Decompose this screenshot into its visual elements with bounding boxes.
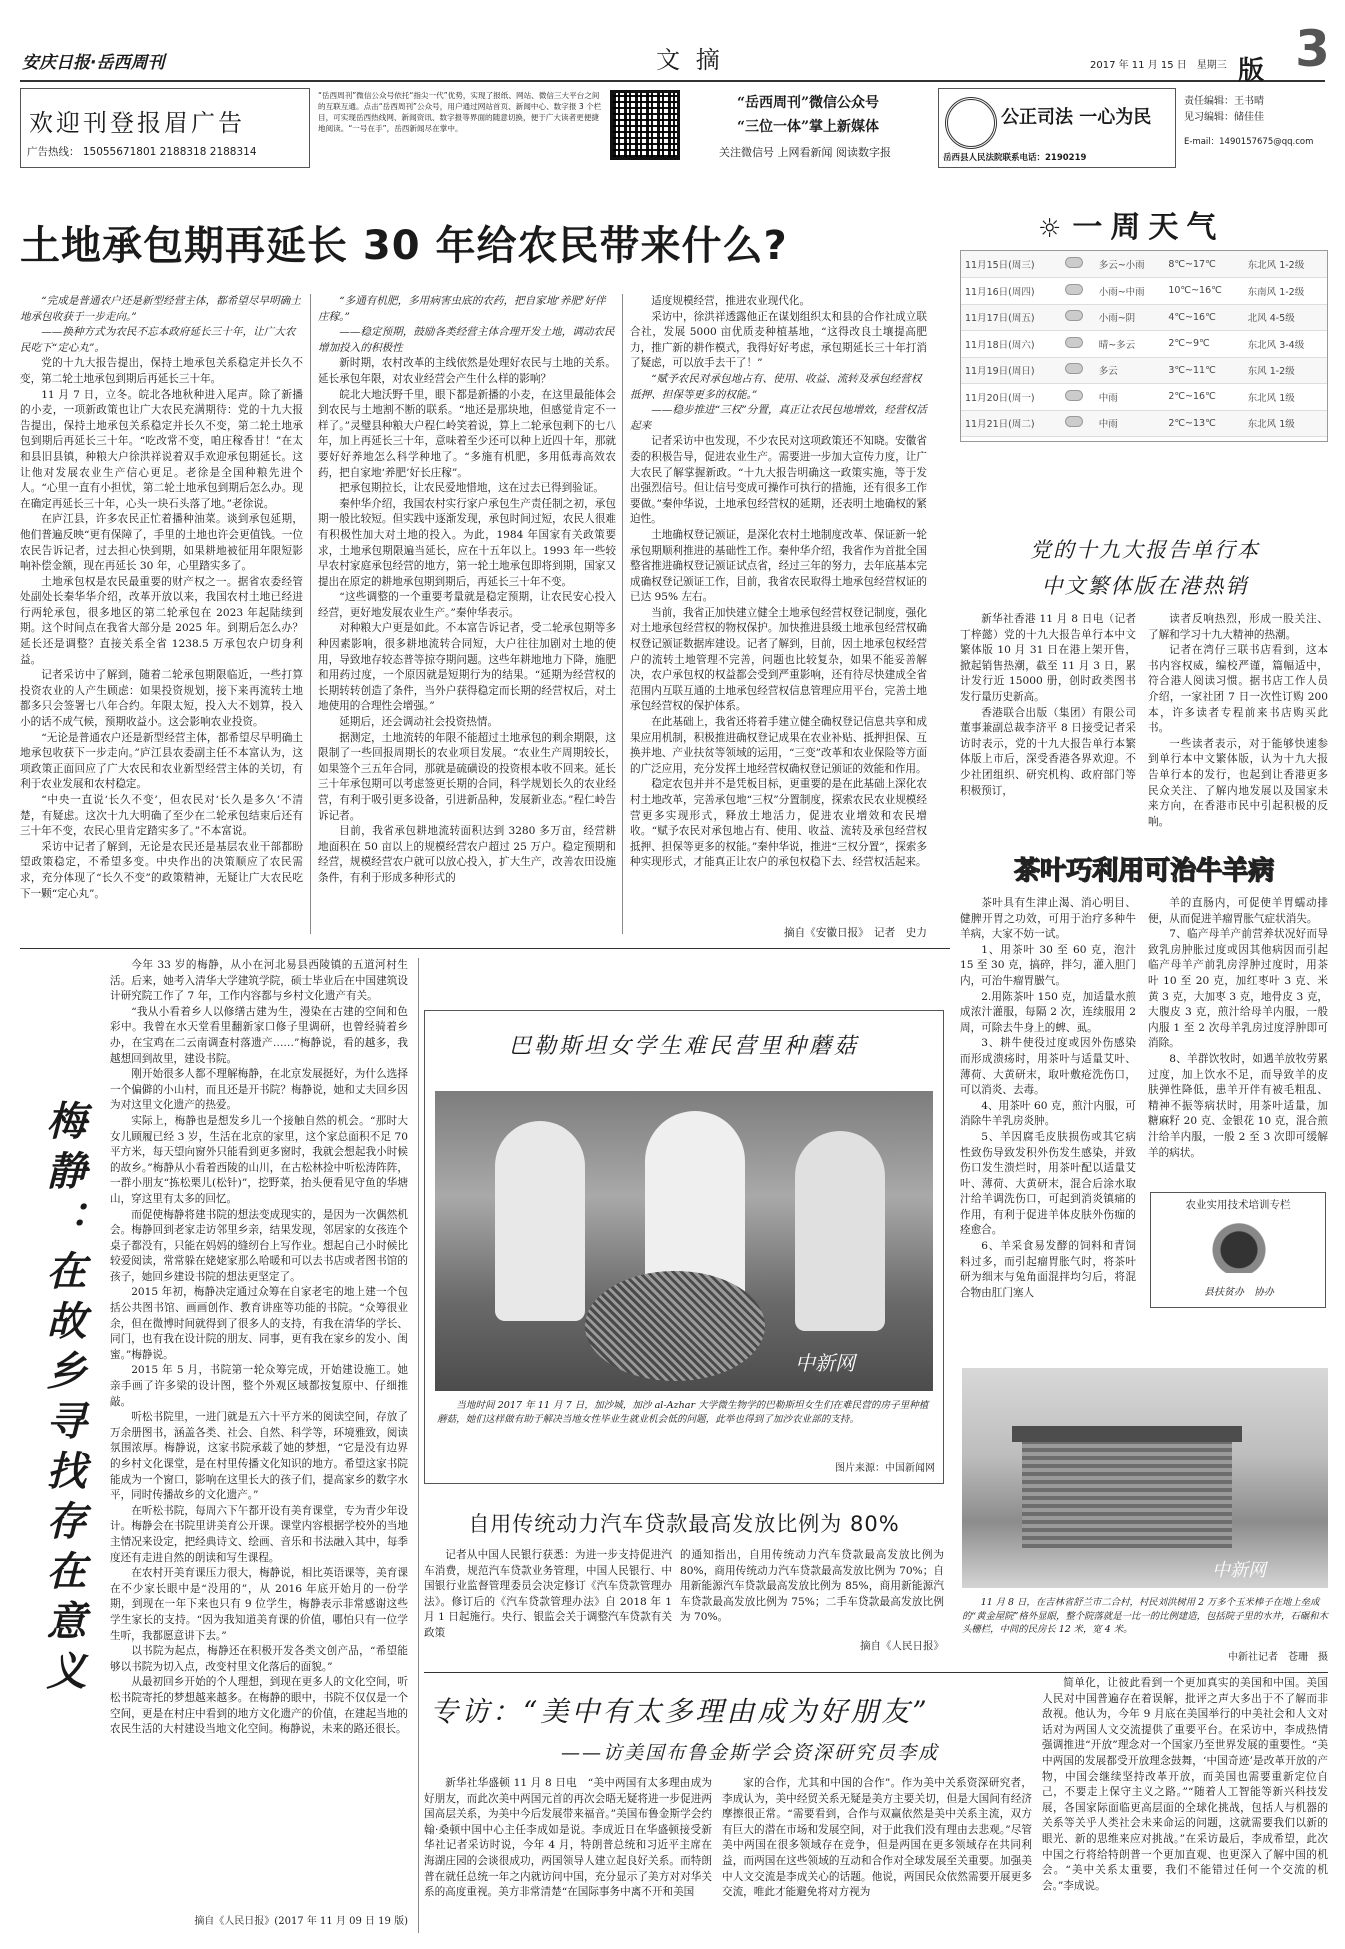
land-quote3b: ——稳步推进“三权”分置，真正让农民包地增效，经营权活起来 xyxy=(630,404,927,432)
table-row: 11月15日(周三) 多云~小雨 8℃~17℃ 东北风 1-2级 xyxy=(961,251,1327,278)
paragraph: 记者采访中了解到，随着二轮承包期限临近，一些打算投资农业的人产生顾虑：如果投资规划，接下来再流转土地都多只会签署七八年合约。年限太短，投入大不划算，投入小的话不成气候，预期收益小。这会影响农业投资。 xyxy=(20,669,303,729)
proof-editor: 见习编辑：储佳佳 xyxy=(1184,112,1264,123)
section-title: 文 摘 xyxy=(656,46,724,74)
car-col-1: 记者从中国人民银行获悉：为进一步支持促进汽车消费，规范汽车贷款业务管理，中国人民银行、中国银行业监督管理委员会决定修订《汽车贷款管理办法》。修订后的《汽车贷款管理办法》自 2018 年 1 月 1 日起施行。央行、银监会关于调整汽车贷款有关政策 xyxy=(424,1549,672,1639)
paragraph: 在农村开美育课压力很大，梅静说，相比英语课等，美育课在不少家长眼中是“没用的”，从 2016 年底开始月的一份学期，到现在一年下来也只有 9 位学生，梅静表示非常感谢这些学生家长的支持。“因为我知道美育课的价值，哪怕只有一位学生听，我都愿意讲下去。” xyxy=(110,1567,408,1642)
paragraph: 听松书院里，一进门就是五六十平方米的阅读空间，存放了万余册图书，涵盖各类、社会、自然、科学等，环境雅致，阅读氛围浓厚。梅静说，这家书院承载了她的梦想，“它是没有边界的乡村文化课堂，是在村里传播文化知识的地方。希望这家书院能成为一个窗口，影响在这里长大的孩子们，提高家乡的数字水平，同时传播故乡的文化遗产。” xyxy=(110,1411,408,1502)
paragraph: 4、用茶叶 60 克，煎汁内服，可消除牛羊乳房炎肿。 xyxy=(960,1099,1136,1128)
tea-title: 茶叶巧利用可治牛羊病 xyxy=(1013,856,1274,886)
ad-middle xyxy=(318,88,930,168)
car-source: 摘自《人民日报》 xyxy=(860,1640,944,1652)
qr-code xyxy=(610,90,680,160)
tea-col-2 xyxy=(1148,896,1328,1186)
paragraph: 在听松书院，每周六下午都开设有美育课堂，专为青少年设计。梅静会在书院里讲美育公开课。课堂内容根据学校外的当地主情况来设定，把经典诗文、绘画、音乐和书法融入其中，每季度还有走进自然的朗读和写生课程。 xyxy=(110,1504,408,1564)
mushroom-caption: 当地时间 2017 年 11 月 7 日，加沙城，加沙 al-Azhar 大学微生物学的巴勒斯坦女生们在难民营的房子里种植蘑菇，她们这样做有助于解决当地女性毕业生就业机会低的问题，此举也得到了加沙农业部的支持。 xyxy=(437,1400,929,1425)
seal-stamp-icon xyxy=(1195,1215,1283,1273)
land-column-2 xyxy=(318,294,616,940)
land-col1-text xyxy=(20,356,303,902)
paragraph: 对种粮大户更是如此。不本富告诉记者，受二轮承包期等多种因素影响，很多耕地流转合同短，大户往往加剧对土地的使用，导致地存较态普等掠夺期问题。这些年耕地地力下降，施肥和用药过度，一个原因就是短期行为的结果。“延期为经营权的长期转转创造了条件，当外户获得稳定而长期的经营权后，对土地使用的合理性会增强。” xyxy=(318,622,616,713)
ad-left-phone: 广告热线： 15055671801 2188318 2188314 xyxy=(27,146,257,158)
paragraph: 香港联合出版（集团）有限公司董事兼副总裁李济平 8 日接受记者采访时表示，党的十九大报告单行本繁体版上市后，深受香港各界欢迎。不少社团组织、研究机构、政府部门等积极预订， xyxy=(960,706,1136,797)
paragraph: 采访中，徐洪祥透露他正在谋划组织太和县的合作社成立联合社，发展 5000 亩优质麦种植基地，“这得改良土壤提高肥力，推广新的耕作模式，我得好好考虑，承包期延长三十年打消了疑虑，可以放手去干了！” xyxy=(630,310,927,370)
mushroom-credit: 图片来源：中国新闻网 xyxy=(835,1463,935,1474)
column-rule xyxy=(622,294,623,934)
paragraph: 记者采访中也发现，不少农民对这项政策还不知晓。安徽省委的积极告导，促进农业生产。需要进一步加大宣传力度，让广大农民了解掌握新政。“十九大报告明确这一政策实施，等于发出强烈信号。但让信号变成可操作可执行的措施，还有很多工作要做。”秦仲华说，土地承包经营权的延期，还表明土地确权的紧迫性。 xyxy=(630,435,927,526)
interview-subtitle: ——访美国布鲁金斯学会资深研究员李成 xyxy=(560,1742,939,1764)
rain-icon xyxy=(1065,416,1083,427)
paragraph: 在庐江县，许多农民正忙着播种油菜。谈到承包延期，他们普遍反映“更有保障了，手里的土地也许会更值钱。一位农民告诉记者，过去担心快到期，如果耕地被征用年限短影响补偿金额，现在再延长 30 年，心里踏实多了。 xyxy=(20,513,303,573)
land-source: 摘自《安徽日报》 记者 史力 xyxy=(778,925,927,940)
land-quote3: “赋予农民对承包地占有、使用、收益、流转及承包经营权抵押、担保等更多的权能。” xyxy=(630,372,922,401)
interview-col-1: 新华社华盛顿 11 月 8 日电 “美中两国有太多理由成为好朋友，而此次美中两国元首的再次会晤无疑将进一步促进两国高层关系，为美中今后发展带来福音。”美国布鲁金斯学会约翰·桑顿中国中心主任李成如是说。李成近日在华盛顿接受新华社记者采访时说，今年 4 月，特朗普总统和习近平主席在海湖庄园的会谈很成功，两国领导人建立起良好关系。而特朗普在就任总统一年之内就访问中国，充分显示了美方对对华关系的高度重视。美方非常清楚“在国际事务中离不开和美国 xyxy=(424,1777,712,1899)
car-col-2: 的通知指出，自用传统动力汽车贷款最高发放比例为 80%，商用传统动力汽车贷款最高发放比例为 70%；自用新能源汽车贷款最高发放比例为 85%，商用新能源汽车贷款最高发放比例为 75%；二手车贷款最高发放比例为 70%。 xyxy=(680,1549,944,1624)
table-row: 11月18日(周六) 晴~多云 2℃~9℃ 东北风 3-4级 xyxy=(961,331,1327,358)
paragraph: 当前，我省正加快建立健全土地承包经营权登记制度，强化对土地承包经营权的物权保护。加快推进县级土地承包经营权确权登记颁证数据库建设。记者了解到，目前，因土地承包权经营户的流转土地管理不完善，问题也比较复杂，如果不能妥善解决，农户承包权的权益都会受到严重影响，还有待尽快建成全省范围内互联互通的土地承包经营权信息管理应用平台，完善土地承包经营权的保护体系。 xyxy=(630,606,927,713)
paragraph: 5、羊因腐毛皮肤损伤或其它病性致伤导致发积外伤发生感染，并致伤口发生溃烂时，用茶叶配以适量艾叶、薄荷、大黄研末，混合后涂水取汁给羊调洗伤口，可起到消炎镇痛的作用，有利于促进羊体皮肤外伤痂的痊愈合。 xyxy=(960,1130,1136,1237)
sun-cloud-icon xyxy=(1065,337,1083,348)
tea-col-1 xyxy=(960,896,1136,1332)
hk-title-1: 党的十九大报告单行本 xyxy=(1030,538,1260,562)
table-row: 11月21日(周二) 中雨 2℃~13℃ 东北风 1级 xyxy=(961,410,1327,437)
ad-right xyxy=(938,88,1176,168)
paper-name: 安庆日报·岳西周刊 xyxy=(22,53,165,73)
ad-left xyxy=(20,88,310,168)
editor: 责任编辑：王书晴 xyxy=(1184,96,1264,107)
land-col2-text xyxy=(318,356,616,886)
paragraph: 实际上，梅静也是想发乡儿一个接触自然的机会。“那时大女儿顾履已经 3 岁，生活在北京的家里，这个家总面积不足 70 平方米，每天望向窗外只能看到更多窗时，我就会想起我小时候的故乡。”梅静从小看着西陵的山川，在古松林捡中听松涛阵阵，一群小朋友“拣松栗儿(松针)”，挖野菜，抬头便看见守鱼的华塘山，穿这里有太多的回忆。 xyxy=(110,1114,408,1205)
paragraph: 11 月 7 日，立冬。皖北各地秋种进入尾声。除了新播的小麦，一项新政策也让广大农民充满期待：党的十九大报告提出，保持土地承包关系稳定并长久不变，第二轮土地承包到期后再延长三十年。“吃改常不变，咱庄稼香甘！”在太和县旧县镇，种粮大户徐洪祥说着双手欢迎承包期延长。这让他对发展农业生产信心更足。老徐是全国种粮先进个人。“心里一直有小担忧，第二轮土地承包到期后怎么办。现在确定再延长三十年，心头一块石头落了地。”老徐说。 xyxy=(20,388,303,510)
table-row: 11月19日(周日) 多云 3℃~11℃ 东风 1-2级 xyxy=(961,357,1327,384)
paragraph: 据测定，土地流转的年限不能超过土地承包的剩余期限，这限制了一些回报周期长的农业项目发展。“农业生产周期较长，如果签个三五年合同，那就是硫磺设的投资根本收不回来。延长三十年承包期可以考虑签更长期的合同，科学规划长久的农业经营，有利于吸引更多设备，引进新品种，发展新业态。”程仁岭告诉记者。 xyxy=(318,731,616,822)
ad-middle-text: “岳西周刊”微信公众号依托“指尖一代”优势，实现了报纸、网站、微信三大平台之间的互联互通。点击“岳西周刊”公众号，用户通过网站首页、新闻中心、数字报 3 个栏目，可实现岳西热线网、新闻资讯、数字报等界面的随意切换，便于广大读者更便捷地阅读。“一号在手”，岳西新闻尽在掌中。 xyxy=(318,91,602,133)
court-emblem xyxy=(945,97,997,149)
paragraph: 7、临产母羊产前营养状况好而导致乳房肿胀过度或因其他病因而引起临产母羊产前乳房浮肿过度时，用茶叶 10 至 20 克，加红枣叶 3 克、米黄 3 克，大加枣 3 克，地骨皮 3 克，大腹皮 3 克，煎汁给母羊内服，一般内服 1 至 2 次母羊乳房过度浮肿即可消除。 xyxy=(1148,928,1328,1050)
ad-left-title: 欢迎刊登报眉广告 xyxy=(29,109,245,137)
photo-watermark: 中新网 xyxy=(795,1351,855,1375)
training-title: 农业实用技术培训专栏 xyxy=(1185,1199,1291,1211)
paragraph: 在此基础上，我省还将着手建立健全确权登记信息共享和成果应用机制，积极推进确权登记成果在农业补贴、抵押担保、互换并地、产业扶贫等领域的运用，“三变”改革和农业保险等方面的广泛应用，充分发挥土地经营权确权登记颁证的效能和作用。 xyxy=(630,716,927,775)
mushroom-photo xyxy=(435,1091,933,1391)
weather-title xyxy=(1038,202,1278,246)
paragraph: 采访中记者了解到，无论是农民还是基层农业干部都盼望政策稳定，不希望多变。中央作出的决策顺应了农民需求，充分体现了“长久不变”的政策精神，无疑让广大农民吃下一颗“定心丸”。 xyxy=(20,840,303,900)
car-title: 自用传统动力汽车贷款最高发放比例为 80% xyxy=(468,1512,900,1536)
page-label: 版 xyxy=(1238,56,1265,86)
headline: 土地承包期再延长 30 年给农民带来什么? xyxy=(20,223,788,269)
court-phone: 岳西县人民法院联系电话：2190219 xyxy=(943,153,1087,163)
paragraph: 今年 33 岁的梅静，从小在河北易县西陵镇的五道河村生活。后来，她考入清华大学建筑学院，硕士毕业后在中国建筑设计研究院工作了 7 年，工作内容都与乡村文化遗产有关。 xyxy=(110,959,408,1003)
column-rule xyxy=(418,958,419,1933)
training-sub: 县扶贫办 协办 xyxy=(1204,1287,1274,1298)
issue-date: 2017 年 11 月 15 日 星期三 xyxy=(1090,60,1227,71)
table-row: 11月20日(周一) 中雨 2℃~16℃ 东北风 1级 xyxy=(961,384,1327,411)
paragraph: 延期后，还会调动社会投资热情。 xyxy=(339,716,499,729)
masthead xyxy=(0,0,1345,82)
paragraph: 而促使梅静将建书院的想法变成现实的，是因为一次偶然机会。梅静回到老家走访邻里乡亲，结果发现，邻居家的女孩连个桌子都没有，只能在妈妈的缝纫台上写作业。想起自己小时候比较爱阅读，常常躲在姥姥家那么哈暖和可以去书店或者图书馆的孩子，她回乡建设书院的想法更坚定了。 xyxy=(110,1208,408,1283)
cloud-icon xyxy=(1065,363,1083,374)
mushroom-basket xyxy=(585,1271,765,1381)
paragraph: 6、羊采食易发酵的饲料和青饲料过多，而引起瘤胃胀气时，将茶叶研为细末与兔角面混拌均匀后，将混合物由肛门塞人 xyxy=(960,1240,1136,1299)
paragraph: 秦仲华介绍，我国农村实行家户承包生产责任制之初，承包期一般比较短。但实践中逐渐发现，承包时间过短，农民人很难有积极性加大对土地的投入。为此，1984 年国家有关政策要求，土地承包期限遍当延长，应在十五年以上。1993 年一些较早农村家庭承包经营的地方，第一轮土地承包即将到期，国家又提出在原定的耕地承包期到期后，再延长三十年不变。 xyxy=(318,497,616,588)
land-quote2: “多通有机肥，多用病害虫底的农药，把自家地‘养肥’好伴庄稼。” xyxy=(318,295,606,323)
paragraph: “无论是普通农户还是新型经营主体，都希望尽早明确土地承包收获下一步走向。”庐江县农委副主任不本富认为，这项政策正面回应了广大农民和农业新型经营主体的关切，有利于农业发展和农村稳定。 xyxy=(20,731,303,791)
wechat-line1: “岳西周刊”微信公众号 xyxy=(736,95,880,111)
paragraph: 以书院为起点，梅静还在积极开发各类文创产品，“希望能够以书院为切入点，改变村里文化落后的面貌。” xyxy=(110,1645,408,1673)
land-column-1 xyxy=(20,294,303,940)
paragraph: “这些调整的一个重要考量就是稳定预期，让农民安心投入经营，更好地发展农业生产。”秦仲华表示。 xyxy=(318,591,616,619)
paragraph: 从最初回乡开始的个人理想，到现在更多人的文化空间，听松书院寄托的梦想越来越多。在梅静的眼中，书院不仅仅是一个空间，更是在村庄中看到的地方文化遗产的价值，在建起当地的农民生活的大村建设当地文化空间。梅静说，未来的路还很长。 xyxy=(110,1676,408,1736)
paragraph: 刚开始很多人都不理解梅静，在北京发展挺好，为什么选择一个偏僻的小山村，而且还是开书院？梅静说，她和丈夫回乡因为对这里文化遗产的热爱。 xyxy=(110,1068,408,1112)
mei-vertical-title: 梅静：在故乡寻找存在意义 xyxy=(40,1100,87,1700)
table-row: 11月16日(周四) 小雨~中雨 10℃~16℃ 东南风 1-2级 xyxy=(961,278,1327,305)
paragraph: 1、用茶叶 30 至 60 克，泡汁 15 至 30 克，搞碎，拌匀，灌入胆门内，可治牛瘤胃臌气。 xyxy=(960,943,1136,987)
court-slogan: 公正司法 一心为民 xyxy=(1001,107,1152,128)
weather-table xyxy=(960,250,1328,442)
land-lead-quote2: ——换种方式为农民不忘本政府延长三十年，让广大农民吃下“定心丸”。 xyxy=(20,326,296,354)
interview-col-3: 简单化，让彼此看到一个更加真实的美国和中国。美国人民对中国普遍存在着误解，批评之声大多出于不了解而非敌视。他认为，今年 9 月底在美国举行的中美社会和人文对话对为两国人文交流提供了重要平台。在采访中，李成热情强调推进“开放”理念对一个国家乃至世界发展的重要性。“美中两国的发展都受开放理念鼓舞，‘中国奇迹’是改革开放的产物，中国会继续坚持改革开放，而美国也需要重新定位自己，不要走上保守主义之路。”“随着人工智能等新兴科技发展，各国家际面临更高层面的全球化挑战，包括人与机器的关系等关乎人类社会未来命运的问题，这就需要我们以新的眼光、新的思维来应对挑战。”在采访最后，李成希望，此次中国之行将给特朗普一个更加直观、也更深入了解中国的机会。“美中关系太重要，我们不能错过任何一个交流的机会。”李成说。 xyxy=(1042,1677,1328,1892)
mushroom-title: 巴勒斯坦女学生难民营里种蘑菇 xyxy=(508,1034,859,1059)
paragraph: 稳定农包并并不是凭板目标，更重要的是在此基础上深化农村土地改革，完善承包地“三权”分置制度，探索农民农业规模经营更多实现形式，释放土地活力，促进农业增效和农民增收。“赋予农民对承包地占有、使用、收益、流转及承包经营权抵押、担保等更多的权能。”秦仲华说，推进“三权分置”，探索多种实现形式，才能真正让农户的承包权稳下去、经营权活起来。 xyxy=(630,778,927,869)
paragraph: 把承包期拉长，让农民爱地惜地，这在过去已得到验证。 xyxy=(339,482,605,495)
paragraph: 2.用陈茶叶 150 克，加适量水煎成浓汁灌服，每隔 2 次，连续服用 2 周，可除去牛身上的蜱、虱。 xyxy=(960,990,1136,1034)
paragraph: 新华社香港 11 月 8 日电（记者 丁梓懿）党的十九大报告单行本中文繁体版 10 月 31 日在港上架开售，掀起销售热潮，截至 11 月 3 日，累计发行近 15000 册，创时政类图书发行量历史新高。 xyxy=(960,613,1147,703)
corn-caption: 11 月 8 日，在吉林省舒兰市二合村，村民刘洪树用 2 万多个玉米棒子在地上垒成的“黄金屋院”格外显眼，整个院落就是一比一的比例建造，包括院子里的水井，石碾和木头栅栏，中间的民房长 12 米，宽 4 米。 xyxy=(962,1597,1328,1635)
paragraph: 党的十九大报告提出，保持土地承包关系稳定并长久不变，第二轮土地承包到期后再延长三十年。 xyxy=(20,357,303,385)
photo-figure xyxy=(495,1121,585,1321)
wechat-line3: 关注微信号 上网看新闻 阅读数字报 xyxy=(719,146,891,159)
paragraph: 8、羊群饮牧时，如遇羊放牧劳累过度，加上饮水不足，而导致羊的皮肤弹性降低，患羊开伴有被毛粗乱、精神不振等病状时，用茶叶适量，加糖麻籽 20 克、金银花 10 克，混合煎汁给羊内服，一般 2 至 3 次即可缓解羊的病状。 xyxy=(1148,1052,1328,1159)
mei-source: 摘自《人民日报》(2017 年 11 月 09 日 19 版) xyxy=(194,1916,408,1927)
paragraph: “我从小看着乡人以修缮古建为生，漫染在古建的空间和色彩中。我曾在水天堂看里翻新家口修子里调研，也曾经骑着乡办，在宝鸡在二云南调查村落遗产……”梅静说，看的越多，我越想回到故里，建设书院。 xyxy=(110,1005,408,1065)
paragraph: 适度规模经营，推进农业现代化。 xyxy=(651,295,811,307)
paragraph: 2015 年初，梅静决定通过众筹在自家老宅的地上建一个包括公共图书馆、画画创作、教育讲座等功能的书院。“众筹很业余，但在微博时间就得到了很多人的支持，有我在清华的学长、同门，也有我在设计院的朋友、同事，更有我在家乡的发小、闺蜜。”梅静说。 xyxy=(110,1286,408,1361)
corn-story xyxy=(962,1368,1328,1664)
editor-info xyxy=(1184,56,1334,168)
rain-icon xyxy=(1065,390,1083,401)
section-rule xyxy=(20,948,950,949)
page-number: 3 xyxy=(1295,20,1330,78)
cloud-icon xyxy=(1065,257,1083,268)
corn-credit: 中新社记者 苍珊 摄 xyxy=(1228,1652,1328,1663)
masthead-rule xyxy=(20,80,1325,82)
corn-roof xyxy=(1012,1426,1242,1442)
training-column-banner xyxy=(1150,1192,1326,1308)
hk-col-1 xyxy=(960,612,1147,842)
paragraph: 土地确权登记颁证，是深化农村土地制度改革、保证新一轮承包期顺利推进的基础性工作。秦仲华介绍，我省作为首批全国整省推进确权登记颁证试点省，经过三年的努力，去年底基本完成确权登记颁证工作，目前，我省农民取得土地承包经营权证的已达 95% 左右。 xyxy=(630,528,927,604)
email: E-mail：1490157675@qq.com xyxy=(1184,137,1314,147)
interview-title: 专访：“美中有太多理由成为好朋友” xyxy=(430,1695,930,1728)
paragraph: 一些读者表示，对于能够快速参到单行本中文繁体版，认为十九大报告单行本的发行，也起到让香港更多民众关注、了解内地发展以及国家未来方向，在香港市民中引起积极的反响。 xyxy=(1148,737,1328,828)
rain-icon xyxy=(1065,310,1083,321)
hk-title-2: 中文繁体版在港热销 xyxy=(1041,574,1249,598)
paragraph: 2015 年 5 月，书院第一轮众筹完成，开始建设施工。她亲手画了许多梁的设计图，整个外观区域都按复原中、仔细推敲。 xyxy=(110,1364,408,1408)
section-rule xyxy=(424,1672,1328,1673)
land-column-3 xyxy=(630,294,927,940)
paragraph: 茶叶具有生津止渴、消心明目、健脾开胃之功效，可用于治疗多种牛羊病，大家不妨一试。 xyxy=(960,897,1136,941)
paragraph: 记者在湾仔三联书店看到，这本书内容权威，编校严谨，篇幅适中，符合港人阅读习惯。据书店工作人员介绍，一家社团 7 日一次性订购 200 本，许多读者专程前来书店购买此书。 xyxy=(1148,644,1328,735)
paragraph: 3、耕牛使役过度或因外伤感染而形成溃疡时，用茶叶与适量艾叶、薄荷、大黄研末，取叶敷疮洗伤口，可以消炎、去毒。 xyxy=(960,1037,1136,1097)
weather-sun-icon: ☼ xyxy=(1038,214,1062,244)
land-lead-quote: “完成是普通农户还是新型经营主体，都希望尽早明确土地承包收获于一步走向。” xyxy=(20,295,301,323)
column-rule xyxy=(310,294,311,934)
paragraph: 新时期，农村改革的主线依然是处理好农民与土地的关系。延长承包年限，对农业经营会产生什么样的影响？ xyxy=(318,357,616,385)
paragraph: 羊的直肠内，可促使羊胃蠕动排便，从而促进羊瘤胃胀气症状消失。 xyxy=(1148,897,1328,925)
wechat-line2: “三位一体”掌上新媒体 xyxy=(736,119,880,135)
photo-watermark: 中新网 xyxy=(1212,1560,1266,1581)
photo-figure xyxy=(795,1131,885,1331)
paragraph: 目前，我省承包耕地流转面积达到 3280 多万亩，经营耕地面积在 50 亩以上的规模经营农户超过 25 万户。稳定预期和经营，规模经营农户就可以放心投入，扩大生产，改善农田设施条件，有利于形成多种形式的 xyxy=(318,825,616,884)
paragraph: 土地承包权是农民最重要的财产权之一。据省农委经管处副处长秦华华介绍，改革开放以来，我国农村土地已经进行两轮承包，很多地区的第二轮承包在 2023 年起陆续到期。这个时间点在我省大部分是 2025 年。到期后怎么办？延长还是调整？直接关系全省 1238.5 万承包农户切身利益。 xyxy=(20,575,303,666)
weather-rows xyxy=(961,251,1327,437)
hk-col-2 xyxy=(1148,612,1328,842)
land-quote2b: ——稳定预期，鼓励各类经营主体合理开发土地，调动农民增加投入的积极性 xyxy=(318,326,615,354)
mei-column xyxy=(110,958,408,1912)
weather-title-text: 一周天气 xyxy=(1072,210,1225,245)
land-col3b-text xyxy=(630,434,927,871)
paragraph: “中央一直说‘长久不变’，但农民对‘长久是多久’不清楚，有疑虑。这次十九大明确了至少在二轮承包结束后还有三十年不变，农民心里肯定踏实多了。”不本富说。 xyxy=(20,794,303,838)
paragraph: 皖北大地沃野千里，眼下都是新播的小麦，在这里最能体会到农民与土地割不断的联系。“地还是那块地，但感觉肯定不一样了。”灵璧县种粮大户程仁岭笑着说，算上二轮承包剩下的七八年，加上再延长三十年，意味着至少还可以种上近四十年，那就要好好养地怎么科学种地了。“多施有机肥，多用低毒高效农药，把自家地‘养肥’好长庄稼”。 xyxy=(318,388,616,479)
mushroom-story xyxy=(424,1010,944,1484)
land-col3-text xyxy=(630,294,927,372)
rain-icon xyxy=(1065,284,1083,295)
paragraph: 读者反响热烈，形成一股关注、了解和学习十九大精神的热潮。 xyxy=(1148,613,1328,641)
corn-house xyxy=(1022,1438,1232,1548)
table-row: 11月17日(周五) 小雨~阴 4℃~16℃ 北风 4-5级 xyxy=(961,304,1327,331)
interview-col-2: 家的合作，尤其和中国的合作”。作为美中关系资深研究者，李成认为，美中经贸关系无疑是美方主要关切，但是大国间有经济摩擦很正常。“需要看到，合作与双赢依然是美中关系主流，双方有巨大的潜在市场和发展空间，对于此我们没有理由去悲观。”尽管美中两国在很多领域存在竞争，但是两国在更多领域存在共同利益，而两国在这些领域的互动和合作对全球发展至关重要。加强美中人文交流是李成关心的话题。他说，两国民众依然需要开展更多交流，唯此才能避免将对方视为 xyxy=(722,1777,1032,1899)
corn-photo xyxy=(962,1368,1328,1588)
